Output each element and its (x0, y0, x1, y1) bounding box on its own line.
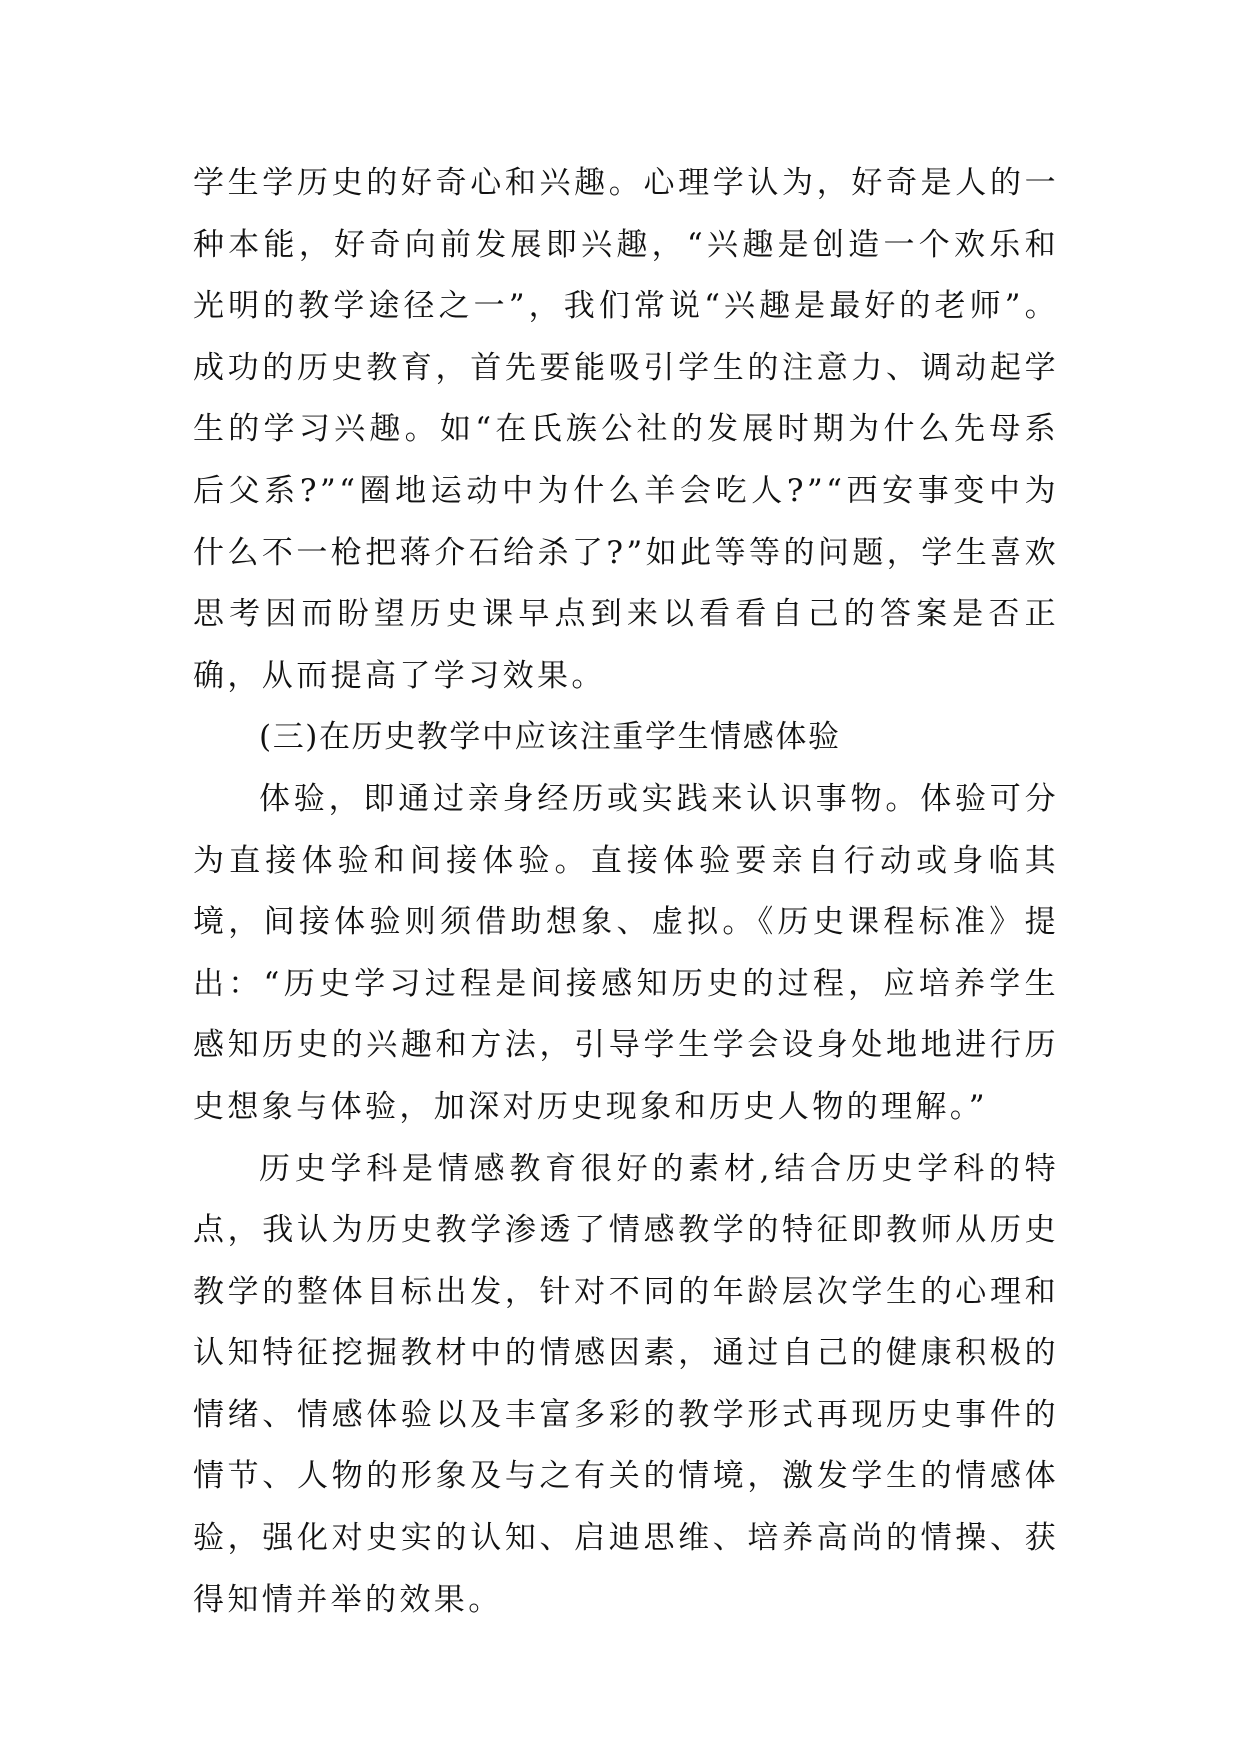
section-heading-emotional-experience: (三)在历史教学中应该注重学生情感体验 (259, 719, 841, 756)
paragraph-experience-definition: 体验，即通过亲身经历或实践来认识事物。体验可分为直接体验和间接体验。直接体验要亲自行动或身临其境，间接体验则须借助想象、虚拟。《历史课程标准》提出：“历史学习过程是间接感知历史的过程，应培养学生感知历史的兴趣和方法，引导学生学会设身处地地进行历史想象与体验，加深对历史现象和历史人物的理解。” (193, 780, 1059, 1125)
paragraph-interest-continuation: 学生学历史的好奇心和兴趣。心理学认为，好奇是人的一种本能，好奇向前发展即兴趣，“兴趣是创造一个欢乐和光明的教学途径之一”，我们常说“兴趣是最好的老师”。成功的历史教育，首先要能吸引学生的注意力、调动起学生的学习兴趣。如“在氏族公社的发展时期为什么先母系后父系?”“圈地运动中为什么羊会吃人?”“西安事变中为什么不一枪把蒋介石给杀了?”如此等等的问题，学生喜欢思考因而盼望历史课早点到来以看看自己的答案是否正确，从而提高了学习效果。 (193, 165, 1059, 694)
document-body (193, 153, 1059, 1631)
paragraph-emotional-education: 历史学科是情感教育很好的素材,结合历史学科的特点，我认为历史教学渗透了情感教学的特征即教师从历史教学的整体目标出发，针对不同的年龄层次学生的心理和认知特征挖掘教材中的情感因素，通过自己的健康积极的情绪、情感体验以及丰富多彩的教学形式再现历史事件的情节、人物的形象及与之有关的情境，激发学生的情感体验，强化对史实的认知、启迪思维、培养高尚的情操、获得知情并举的效果。 (193, 1150, 1059, 1618)
